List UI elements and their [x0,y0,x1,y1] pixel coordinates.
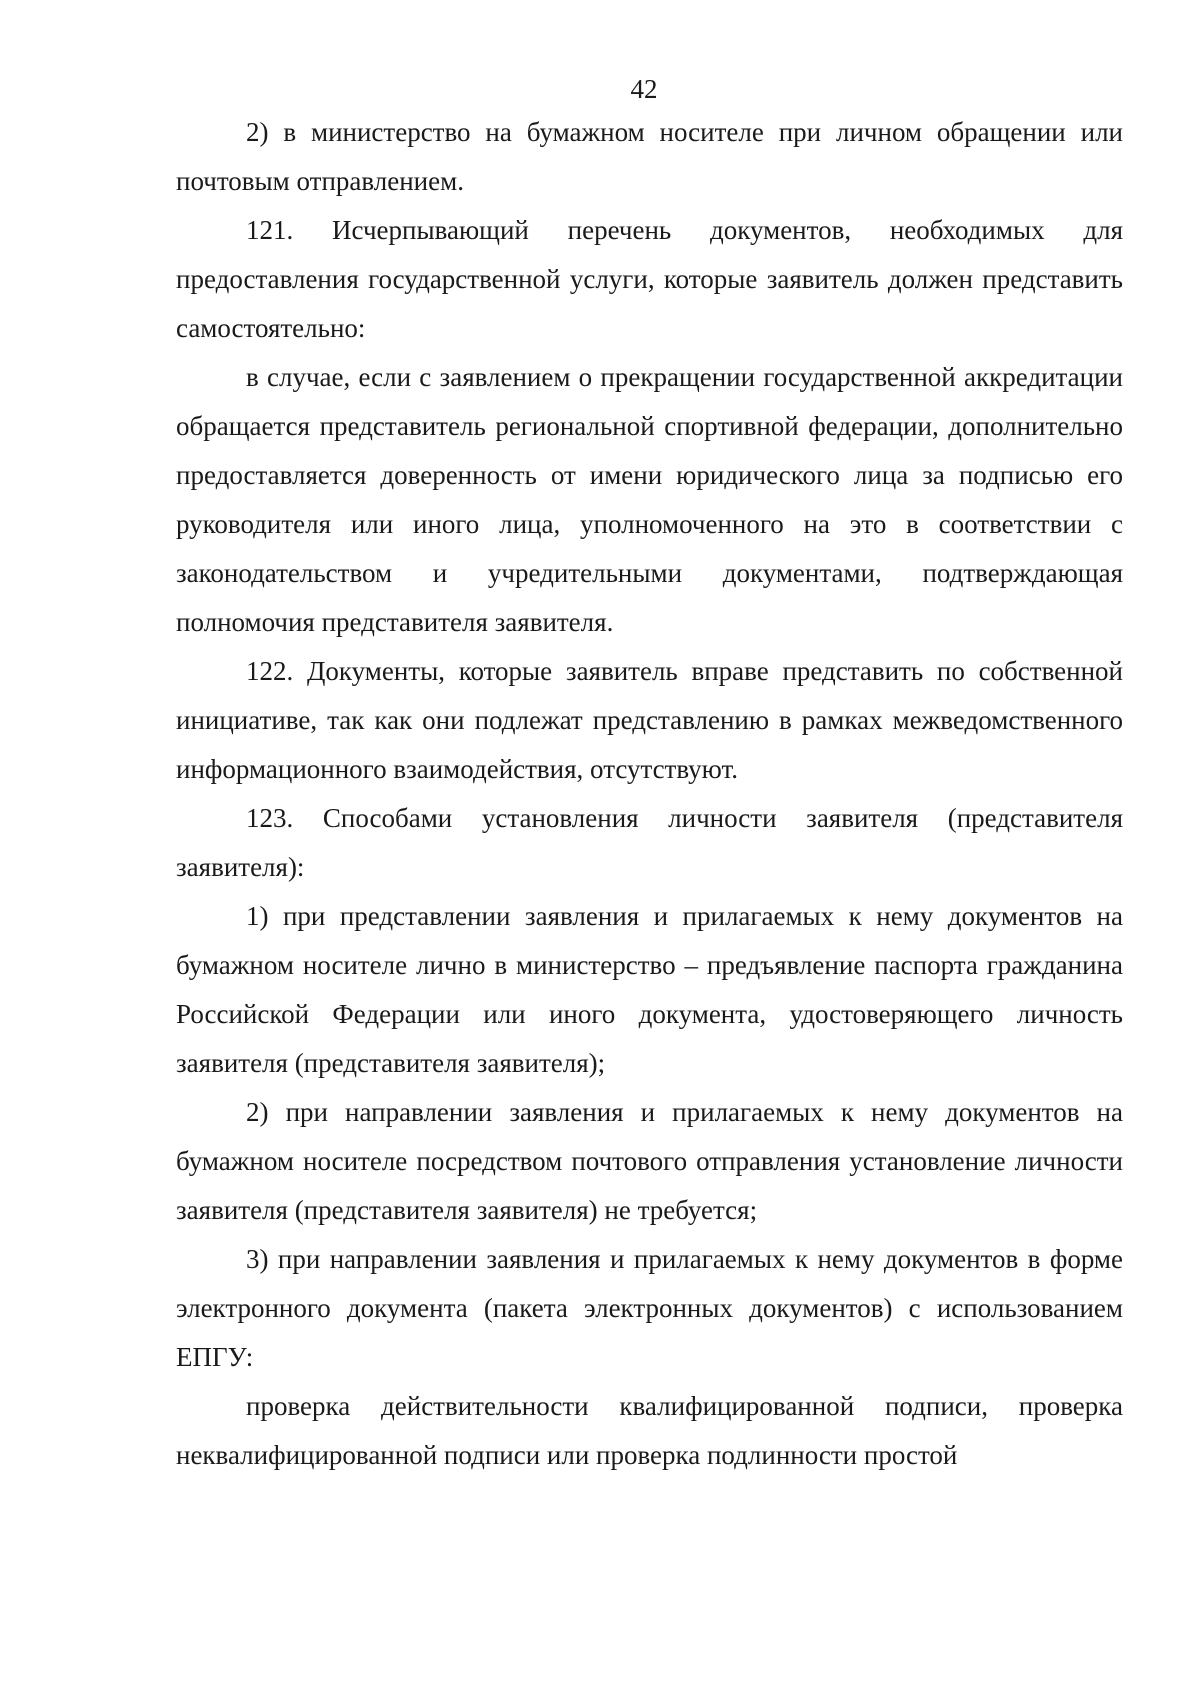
paragraph: 3) при направлении заявления и прилагаемых к нему документов в форме электронного документа (пакета электронных документов) с использованием ЕПГУ: [176,1244,1123,1372]
paragraph: проверка действительности квалифицированной подписи, проверка неквалифицированной подписи или проверка подлинности простой [176,1391,1123,1470]
paragraph: 2) при направлении заявления и прилагаемых к нему документов на бумажном носителе посредством почтового отправления установление личности заявителя (представителя заявителя) не требуется; [176,1097,1123,1225]
paragraph-121: 121. Исчерпывающий перечень документов, необходимых для предоставления государственной услуги, которые заявитель должен представить самостоятельно: [176,215,1123,343]
document-body [176,108,1123,1480]
paragraph: 1) при представлении заявления и прилагаемых к нему документов на бумажном носителе лично в министерство – предъявление паспорта гражданина Российской Федерации или иного документа, удостоверяющего личность заявителя (представителя заявителя); [176,901,1123,1078]
paragraph-123: 123. Способами установления личности заявителя (представителя заявителя): [176,803,1123,882]
page-number: 42 [630,74,658,104]
paragraph: 2) в министерство на бумажном носителе при личном обращении или почтовым отправлением. [176,117,1123,196]
paragraph: в случае, если с заявлением о прекращении государственной аккредитации обращается представитель региональной спортивной федерации, дополнительно предоставляется доверенность от имени юридического лица за подписью его руководителя или иного лица, уполномоченного на это в соответствии с законодательством и учредительными документами, подтверждающая полномочия представителя заявителя. [176,362,1123,637]
paragraph-122: 122. Документы, которые заявитель вправе представить по собственной инициативе, так как они подлежат представлению в рамках межведомственного информационного взаимодействия, отсутствуют. [176,656,1123,784]
